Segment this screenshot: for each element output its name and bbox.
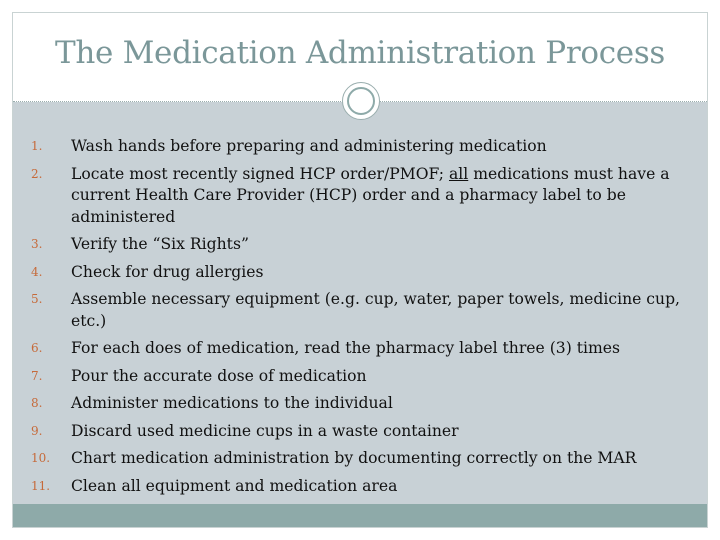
list-text: Administer medications to the individual xyxy=(71,394,393,412)
circle-ornament-inner xyxy=(347,87,375,115)
list-text: For each does of medication, read the pharmacy label three (3) times xyxy=(71,339,621,357)
list-number: 2. xyxy=(31,166,43,181)
list-item xyxy=(31,234,681,256)
list-number: 8. xyxy=(31,396,43,410)
list-text: Clean all equipment and medication area xyxy=(71,476,398,495)
circle-ornament-icon xyxy=(342,82,380,120)
list-number: 4. xyxy=(31,264,43,279)
list-text-underlined: all xyxy=(448,164,469,183)
list-item xyxy=(31,366,681,388)
steps-list xyxy=(31,136,681,503)
list-item xyxy=(31,421,681,443)
list-item xyxy=(31,338,681,360)
list-number: 7. xyxy=(31,368,43,383)
list-item xyxy=(31,476,681,498)
slide-title: The Medication Administration Process xyxy=(54,35,666,71)
list-number: 6. xyxy=(31,341,43,355)
list-number: 1. xyxy=(31,139,43,153)
list-item xyxy=(31,393,681,415)
list-text: Discard used medicine cups in a waste container xyxy=(71,421,459,440)
list-text: Pour the accurate dose of medication xyxy=(71,366,367,385)
list-text: Wash hands before preparing and administering medication xyxy=(71,137,547,155)
list-text-post: medications must have a current Health Care Provider (HCP) order and a pharmacy label to be administered xyxy=(71,164,670,226)
list-text: Verify the “Six Rights” xyxy=(71,235,249,253)
list-item xyxy=(31,289,681,332)
list-item xyxy=(31,164,681,229)
content-area xyxy=(13,102,707,504)
footer-bar xyxy=(13,504,707,527)
list-number: 9. xyxy=(31,423,43,438)
list-text: Check for drug allergies xyxy=(71,262,264,281)
list-text: Chart medication administration by documenting correctly on the MAR xyxy=(71,449,637,467)
list-item xyxy=(31,448,681,470)
slide-frame xyxy=(12,12,708,528)
list-item xyxy=(31,262,681,284)
list-number: 3. xyxy=(31,237,43,251)
list-number: 11. xyxy=(31,478,51,493)
list-number: 5. xyxy=(31,292,43,306)
list-text-pre: Locate most recently signed HCP order/PMOF; xyxy=(71,164,449,183)
list-item xyxy=(31,136,681,158)
list-text: Assemble necessary equipment (e.g. cup, water, paper towels, medicine cup, etc.) xyxy=(71,290,681,330)
list-number: 10. xyxy=(31,451,51,465)
